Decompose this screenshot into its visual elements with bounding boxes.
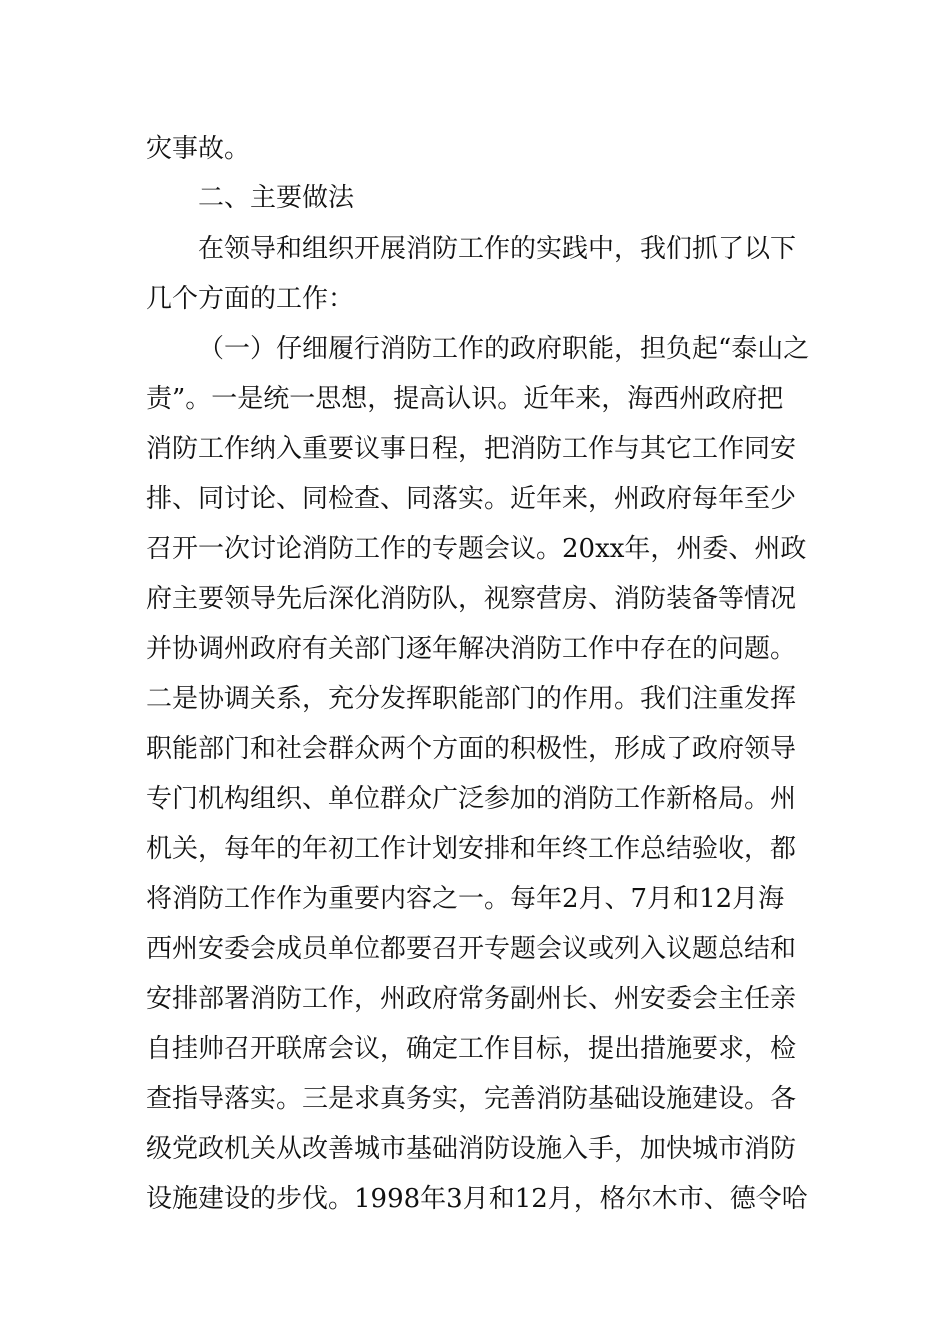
text-line-16: 将消防工作作为重要内容之一。每年2月、7月和12月海 xyxy=(146,884,785,914)
text-line-22: 设施建设的步伐。1998年3月和12月，格尔木市、德令哈 xyxy=(146,1184,808,1214)
text-line-1: 灾事故。 xyxy=(146,134,251,164)
text-line-21: 级党政机关从改善城市基础消防设施入手，加快城市消防 xyxy=(146,1134,797,1164)
text-line-20: 查指导落实。三是求真务实，完善消防基础设施建设。各 xyxy=(146,1084,797,1114)
text-line-18: 安排部署消防工作，州政府常务副州长、州安委会主任亲 xyxy=(146,984,797,1014)
text-line-15: 机关，每年的年初工作计划安排和年终工作总结验收，都 xyxy=(146,834,797,864)
text-line-19: 自挂帅召开联席会议，确定工作目标，提出措施要求，检 xyxy=(146,1034,797,1064)
text-line-12: 二是协调关系，充分发挥职能部门的作用。我们注重发挥 xyxy=(146,684,797,714)
text-line-10: 府主要领导先后深化消防队，视察营房、消防装备等情况 xyxy=(146,584,797,614)
text-line-9: 召开一次讨论消防工作的专题会议。20xx年，州委、州政 xyxy=(146,534,807,564)
text-line-14: 专门机构组织、单位群众广泛参加的消防工作新格局。州 xyxy=(146,784,797,814)
text-line-8: 排、同讨论、同检查、同落实。近年来，州政府每年至少 xyxy=(146,484,797,514)
subsection-heading-line: （一）仔细履行消防工作的政府职能，担负起“泰山之 xyxy=(198,334,810,364)
section-heading: 二、主要做法 xyxy=(198,183,355,213)
text-line-4: 几个方面的工作： xyxy=(146,284,355,314)
text-line-17: 西州安委会成员单位都要召开专题会议或列入议题总结和 xyxy=(146,934,797,964)
text-line-7: 消防工作纳入重要议事日程，把消防工作与其它工作同安 xyxy=(146,434,797,464)
text-line-3: 在领导和组织开展消防工作的实践中，我们抓了以下 xyxy=(198,234,797,264)
text-line-13: 职能部门和社会群众两个方面的积极性，形成了政府领导 xyxy=(146,734,797,764)
text-line-6: 责”。一是统一思想，提高认识。近年来，海西州政府把 xyxy=(146,384,784,414)
text-line-11: 并协调州政府有关部门逐年解决消防工作中存在的问题。 xyxy=(146,634,797,664)
